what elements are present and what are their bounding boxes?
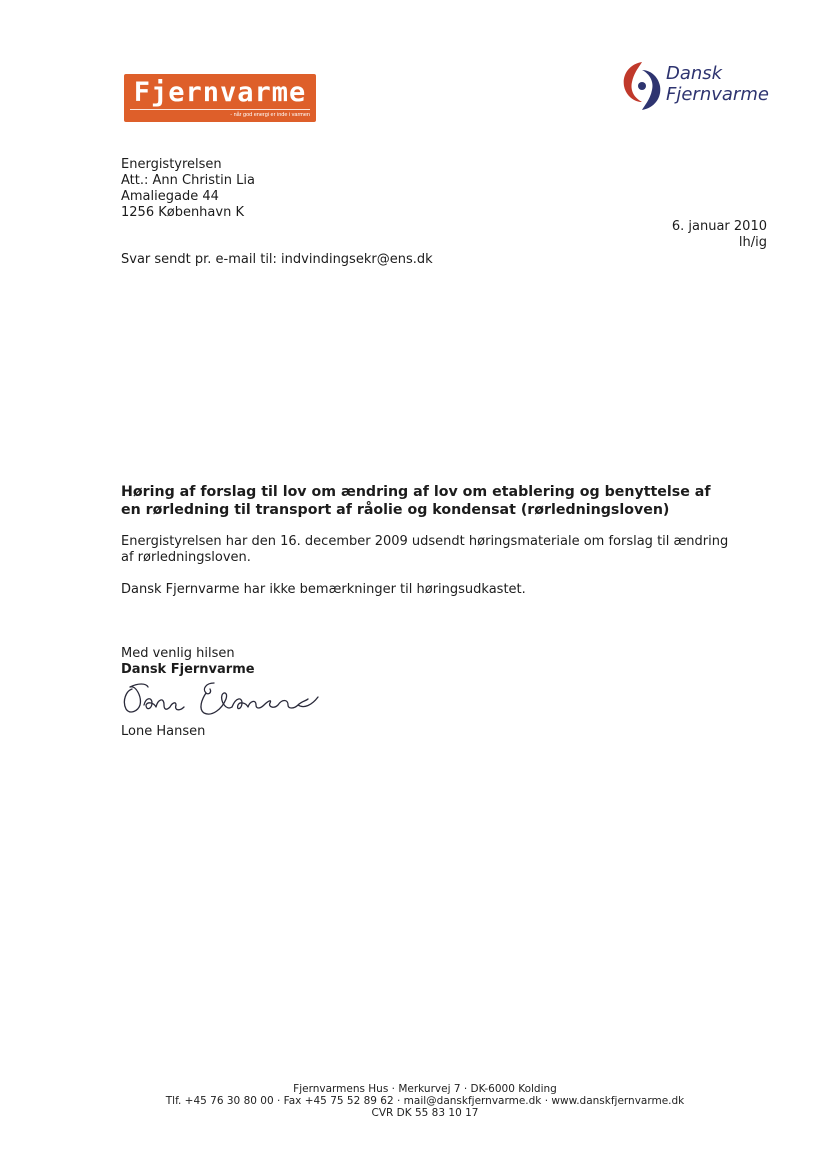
recipient-address — [121, 157, 255, 221]
paragraph-line: af rørledningsloven. — [121, 550, 251, 565]
subject-line: en rørledning til transport af råolie og kondensat (rørledningsloven) — [121, 502, 670, 518]
letter-date: 6. januar 2010 — [671, 219, 767, 234]
letter-footer — [0, 1083, 827, 1119]
recipient-line: 1256 København K — [121, 205, 244, 220]
fjernvarme-logo-wordmark: Fjernvarme — [133, 77, 307, 108]
fjernvarme-logo — [124, 74, 316, 122]
reply-note: Svar sendt pr. e-mail til: indvindingsekr@ens.dk — [121, 252, 433, 267]
signer-name: Lone Hansen — [121, 724, 206, 739]
paragraph-line: Energistyrelsen har den 16. december 2009 udsendt høringsmateriale om forslag til ændring — [121, 534, 729, 549]
subject-line: Høring af forslag til lov om ændring af lov om etablering og benyttelse af — [121, 484, 711, 500]
dansk-fjernvarme-logo — [620, 58, 780, 116]
letter-reference: lh/ig — [738, 235, 767, 250]
recipient-line: Att.: Ann Christin Lia — [121, 173, 255, 188]
dansk-fjernvarme-logo-line1: Dansk — [666, 63, 723, 84]
dansk-fjernvarme-logo-text — [666, 63, 769, 105]
fjernvarme-logo-rule — [130, 109, 310, 110]
swirl-logo-icon — [620, 58, 664, 114]
closing-organization: Dansk Fjernvarme — [121, 662, 255, 677]
footer-address: Fjernvarmens Hus · Merkurvej 7 · DK-6000 Kolding — [293, 1083, 557, 1095]
letter-subject — [121, 483, 761, 519]
recipient-line: Energistyrelsen — [121, 157, 222, 172]
body-paragraph-1 — [121, 534, 728, 566]
fjernvarme-logo-tagline: - når god energi er inde i varmen — [230, 112, 310, 118]
body-paragraph-2: Dansk Fjernvarme har ikke bemærkninger til høringsudkastet. — [121, 582, 526, 597]
footer-cvr: CVR DK 55 83 10 17 — [371, 1107, 479, 1119]
footer-contact: Tlf. +45 76 30 80 00 · Fax +45 75 52 89 62 · mail@danskfjernvarme.dk · www.danskfjernvarme.dk — [165, 1095, 685, 1107]
dansk-fjernvarme-logo-line2: Fjernvarme — [666, 84, 769, 105]
handwritten-signature — [118, 675, 328, 721]
recipient-line: Amaliegade 44 — [121, 189, 219, 204]
closing — [121, 646, 255, 678]
date-block — [672, 219, 767, 251]
closing-greeting: Med venlig hilsen — [121, 646, 235, 661]
